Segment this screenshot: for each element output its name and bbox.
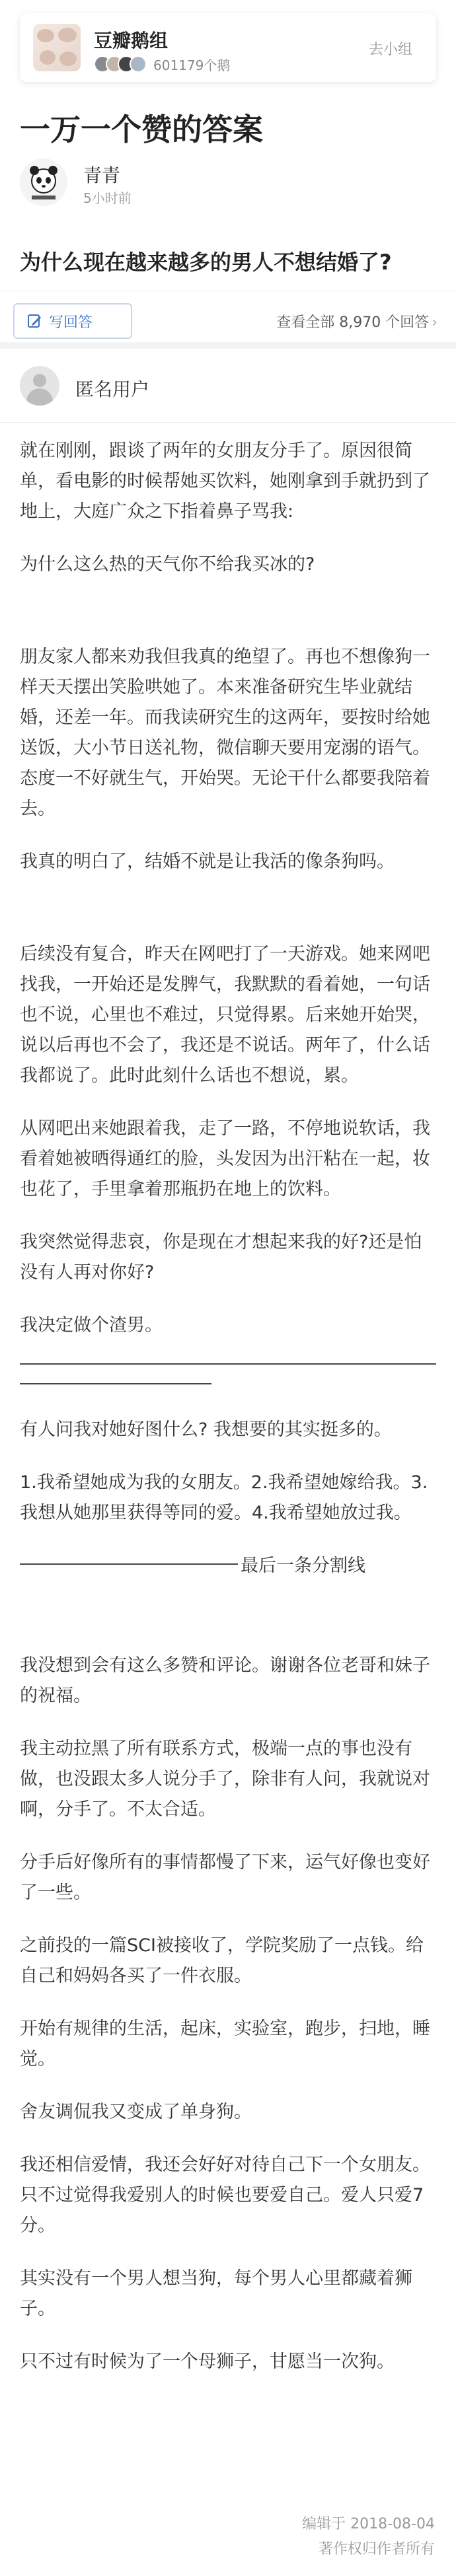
answer-header	[0, 350, 456, 423]
answer-paragraph: 分手后好像所有的事情都慢了下来，运气好像也变好了一些。	[20, 1852, 430, 1903]
answer-paragraph: 其实没有一个男人想当狗，每个男人心里都藏着狮子。	[20, 2268, 412, 2319]
group-name: 豆瓣鹅组	[94, 30, 169, 52]
answer-paragraph: 我主动拉黑了所有联系方式，极端一点的事也没有做，也没跟太多人说分手了，除非有人问，我就说对啊，分手了。不太合适。	[20, 1738, 430, 1820]
answer-paragraph: 之前投的一篇SCI被接收了，学院奖励了一点钱。给自己和妈妈各买了一件衣服。	[20, 1935, 424, 1986]
last-divider-label: 最后一条分割线	[241, 1556, 365, 1576]
group-avatar	[33, 24, 81, 71]
answer-paragraph: 我没想到会有这么多赞和评论。谢谢各位老哥和妹子的祝福。	[20, 1655, 430, 1706]
write-answer-button[interactable]	[13, 303, 132, 339]
last-divider	[20, 1551, 436, 1577]
answer-paragraph: 开始有规律的生活，起床，实验室，跑步，扫地，睡觉。	[20, 2019, 430, 2069]
answer-paragraph: 我还相信爱情，我还会好好对待自己下一个女朋友。只不过觉得我爱别人的时候也要爱自己。爱人只爱7分。	[20, 2155, 430, 2236]
answer-paragraph: 后续没有复合，昨天在网吧打了一天游戏。她来网吧找我，一开始还是发脾气，我默默的看着她，一句话也不说，心里也不难过，只觉得累。后来她开始哭，说以后再也不会了，我还是不说话。两年了，什么话我都说了。此时此刻什么话也不想说，累。	[20, 944, 430, 1086]
answer-paragraph: 从网吧出来她跟着我，走了一路，不停地说软话，我看着她被晒得通红的脸，头发因为出汗粘在一起，妆也花了，手里拿着那瓶扔在地上的饮料。	[20, 1118, 430, 1199]
answer-paragraph: 有人问我对她好图什么? 我想要的其实挺多的。	[20, 1419, 392, 1440]
write-answer-label: 写回答	[49, 314, 93, 331]
divider-line	[20, 1363, 436, 1365]
group-member-count: 601179个鹅	[153, 57, 231, 73]
go-to-group-link[interactable]: 去小组	[368, 42, 412, 58]
avatar[interactable]	[20, 159, 67, 206]
answer-paragraph: 就在刚刚，跟谈了两年的女朋友分手了。原因很简单，看电影的时候帮她买饮料，她刚拿到手就扔到了地上，大庭广众之下指着鼻子骂我:	[20, 441, 430, 522]
post-time: 5小时前	[83, 190, 132, 206]
page-title: 一万一个赞的答案	[20, 112, 263, 147]
anonymous-avatar-icon	[20, 366, 59, 406]
question-title[interactable]: 为什么现在越来越多的男人不想结婚了?	[20, 250, 392, 275]
member-avatar	[130, 55, 147, 73]
edited-date: 编辑于 2018-08-04	[302, 2516, 435, 2532]
answer-paragraph: 我决定做个渣男。	[20, 1315, 163, 1336]
group-members	[94, 54, 230, 74]
panda-avatar-icon	[20, 159, 67, 206]
answer-paragraph: 朋友家人都来劝我但我真的绝望了。再也不想像狗一样天天摆出笑脸哄她了。本来准备研究生毕业就结婚，还差一年。而我读研究生的这两年，要按时给她送饭，大小节日送礼物，微信聊天要用宠溺的语气。态度一不好就生气，开始哭。无论干什么都要我陪着去。	[20, 647, 430, 819]
answer-paragraph: 只不过有时候为了一个母狮子，甘愿当一次狗。	[20, 2351, 395, 2372]
author-name[interactable]: 青青	[83, 164, 121, 186]
group-card[interactable]	[20, 13, 436, 82]
divider-line	[20, 1383, 211, 1384]
copyright-notice: 著作权归作者所有	[318, 2541, 435, 2558]
answer-content	[20, 436, 436, 2400]
answer-paragraph: 我真的明白了，结婚不就是让我活的像条狗吗。	[20, 851, 395, 872]
divider-line	[20, 1563, 238, 1565]
answer-paragraph: 为什么这么热的天气你不给我买冰的?	[20, 554, 315, 575]
view-all-answers-link[interactable]	[276, 311, 437, 332]
view-all-label: 查看全部 8,970 个回答	[276, 314, 430, 331]
answer-paragraph: 1.我希望她成为我的女朋友。2.我希望她嫁给我。3.我想从她那里获得等同的爱。4.我希望她放过我。	[20, 1472, 428, 1523]
chevron-right-icon: ›	[432, 314, 437, 331]
pencil-icon	[26, 313, 42, 329]
answer-author-name: 匿名用户	[75, 378, 150, 400]
action-bar	[0, 291, 456, 349]
answer-paragraph: 舍友调侃我又变成了单身狗。	[20, 2102, 252, 2122]
answer-paragraph: 我突然觉得悲哀，你是现在才想起来我的好?还是怕没有人再对你好?	[20, 1232, 422, 1283]
